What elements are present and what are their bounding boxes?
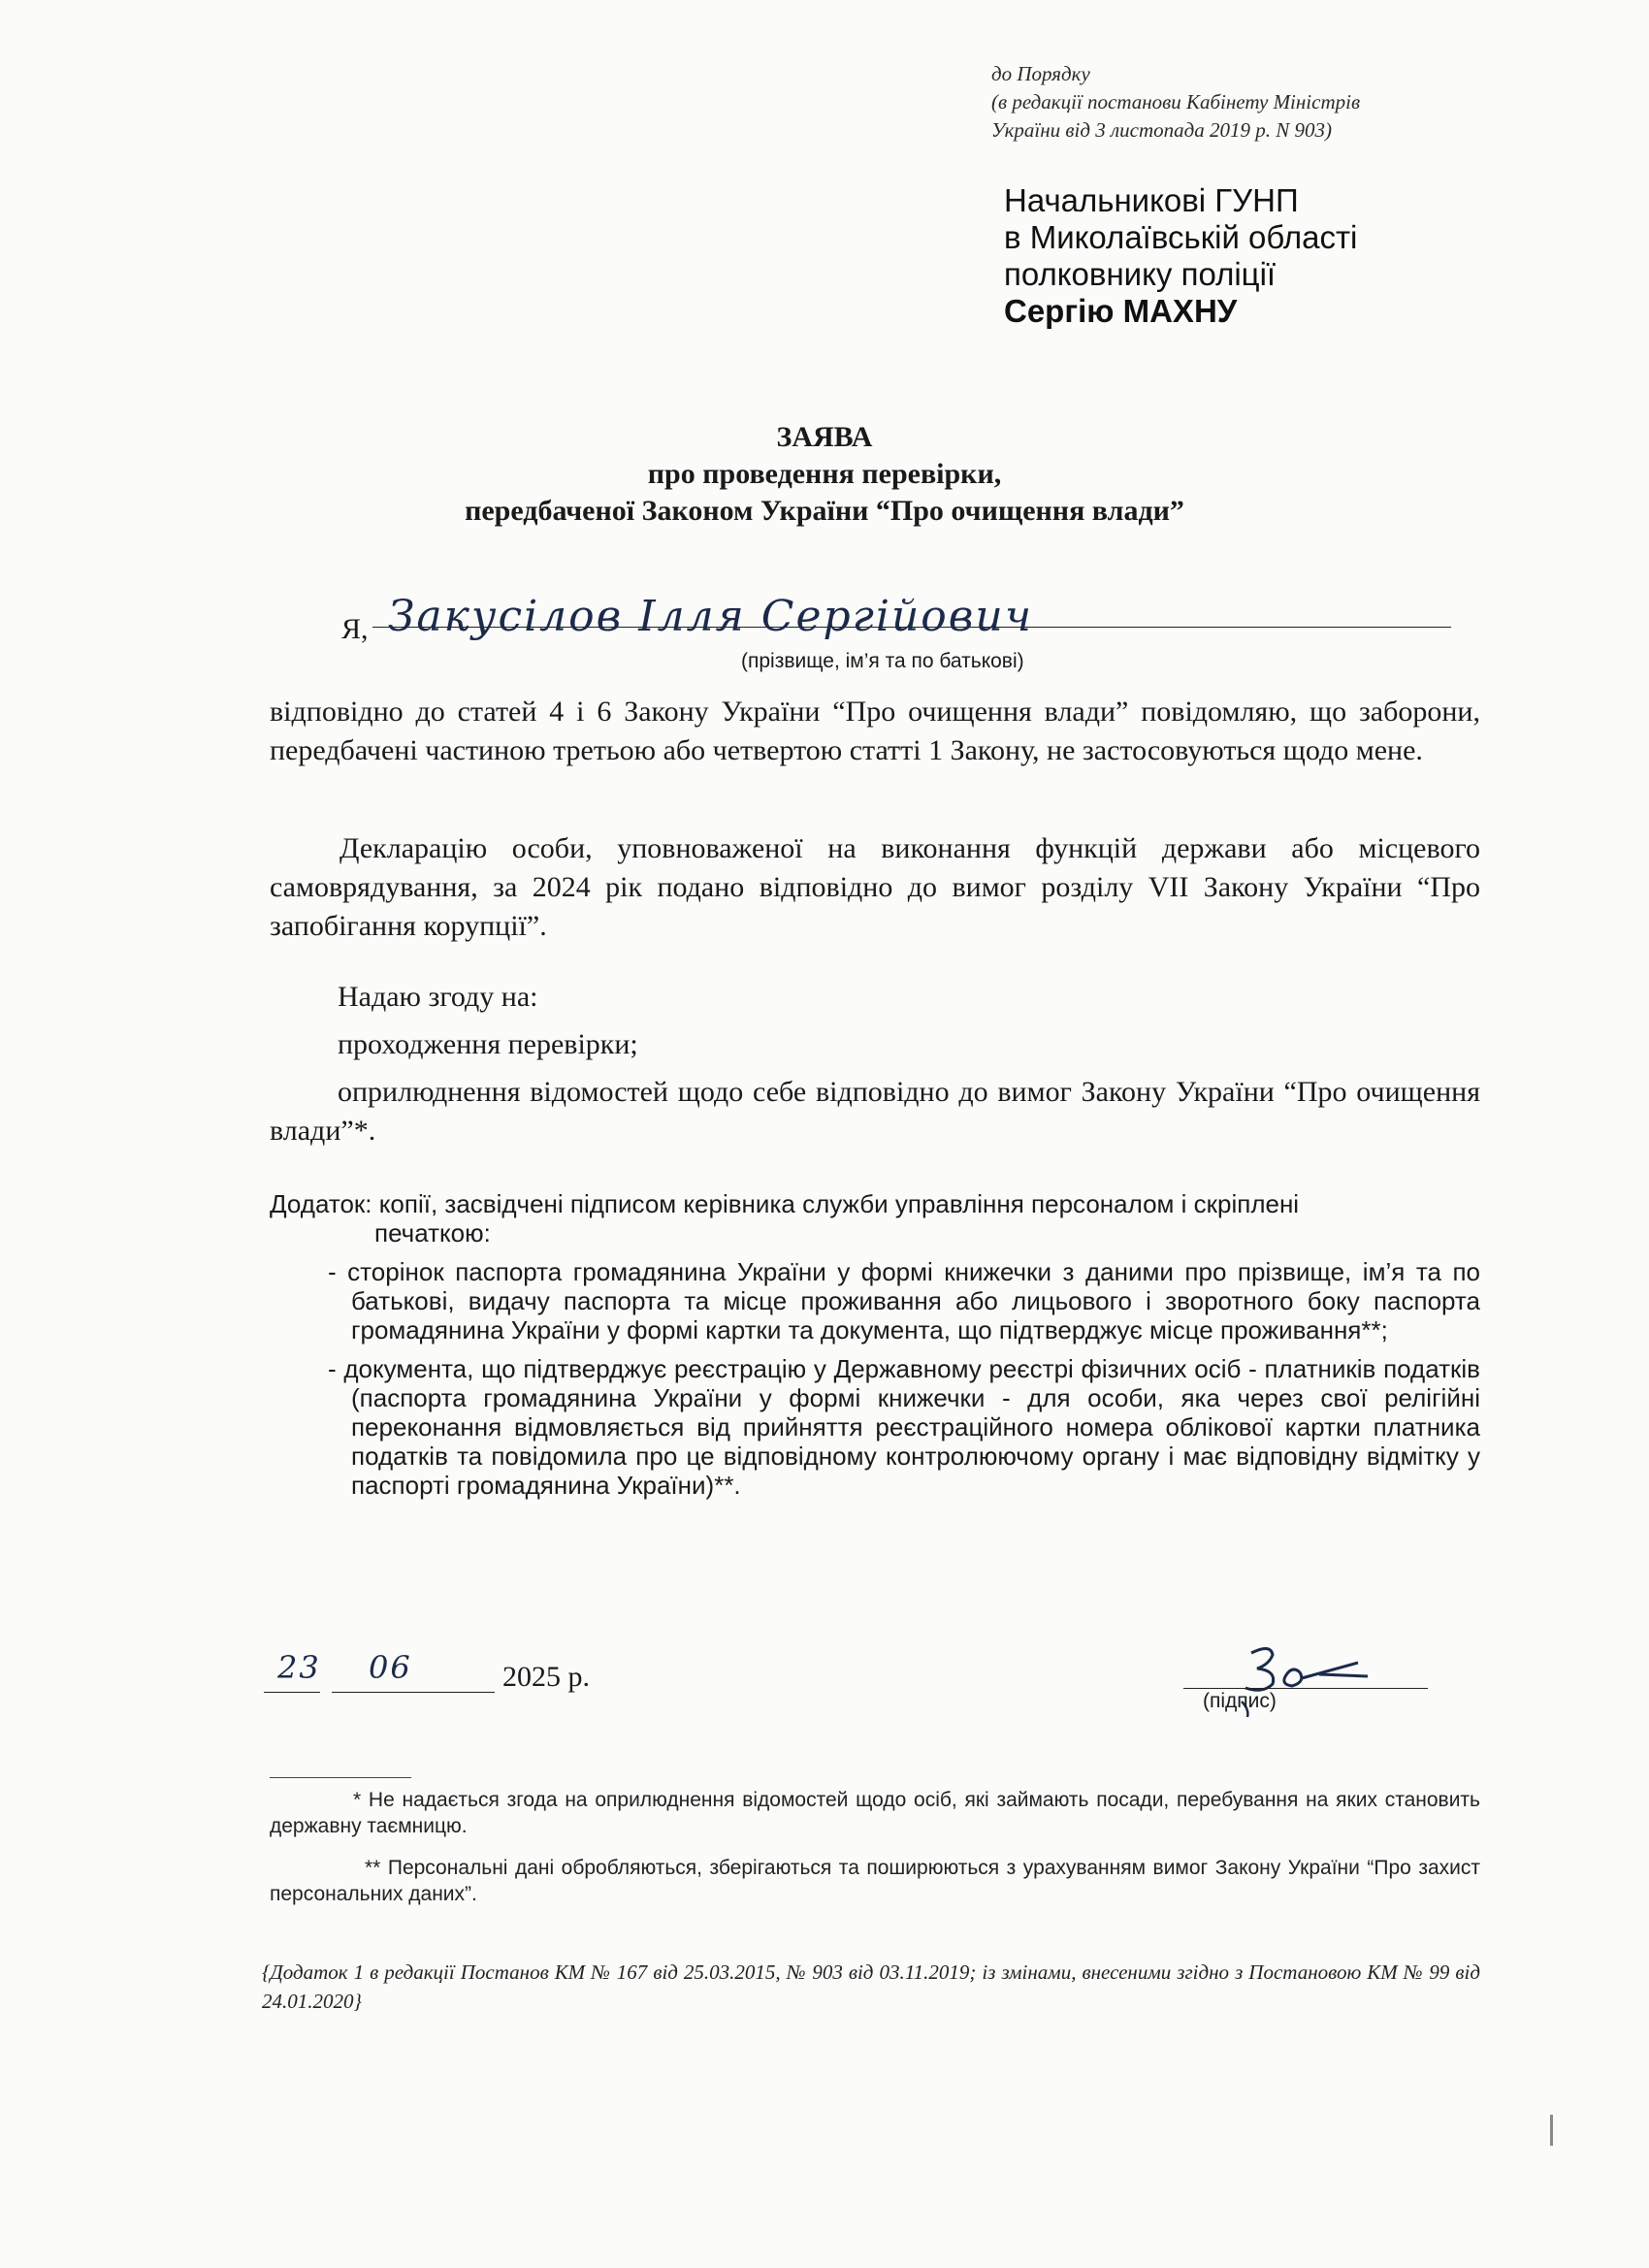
- addendum-item-1: - сторінок паспорта громадянина України у формі книжечки з даними про прізвище, ім’я та по батькові, видачу паспорта та місце проживання або лицьового і зворотного боку паспорта громадянина України у формі картки та документа, що підтверджує місце проживання**;: [328, 1257, 1480, 1345]
- addressee-line-3: полковнику поліції: [1004, 256, 1277, 292]
- handwritten-date-month: 06: [369, 1649, 412, 1686]
- handwritten-applicant-name: Закусілов Ілля Сергійович: [388, 592, 1034, 641]
- body-paragraph-5: оприлюднення відомостей щодо себе відповідно до вимог Закону України “Про очищення влади”*.: [270, 1076, 1480, 1147]
- body-paragraph-3: Надаю згоду на:: [338, 981, 538, 1013]
- title-line-1: ЗАЯВА: [776, 421, 873, 453]
- body-paragraph-4: проходження перевірки;: [338, 1028, 638, 1060]
- title-line-3: передбаченої Законом України “Про очищення влади”: [465, 495, 1184, 527]
- footnote-divider: [270, 1777, 411, 1778]
- signature-underline: [1183, 1688, 1428, 1689]
- title-line-2: про проведення перевірки,: [647, 458, 1002, 490]
- document-title: [0, 419, 1649, 530]
- date-year: 2025 р.: [502, 1661, 590, 1693]
- addressee-line-2: в Миколаївській області: [1004, 219, 1358, 255]
- name-caption: (прізвище, ім’я та по батькові): [741, 650, 1024, 672]
- scan-artifact-mark: [1550, 2115, 1553, 2146]
- addendum-intro: Додаток: копії, засвідчені підписом керівника служби управління персоналом і скріплені: [270, 1189, 1300, 1218]
- addendum-section: [270, 1189, 1480, 1500]
- applicant-prefix: Я,: [341, 613, 369, 645]
- order-reference-line-2: (в редакції постанови Кабінету Міністрів: [991, 90, 1361, 113]
- amendment-note: {Додаток 1 в редакції Постанов КМ № 167 від 25.03.2015, № 903 від 03.11.2019; із змінами, внесеними згідно з Постановою КМ № 99 від 24.01.2020}: [262, 1960, 1480, 2013]
- date-month-underline: [332, 1692, 495, 1693]
- order-reference-line-1: до Порядку: [991, 62, 1090, 85]
- addendum-intro-cont: печаткою:: [374, 1218, 491, 1247]
- footnote-2: ** Персональні дані обробляються, зберігаються та поширюються з урахуванням вимог Закону України “Про захист персональних даних”.: [270, 1857, 1480, 1905]
- order-reference-note: [991, 60, 1360, 145]
- handwritten-date-day: 23: [277, 1649, 321, 1686]
- date-day-underline: [264, 1692, 320, 1693]
- addressee-block: [1004, 182, 1357, 330]
- addressee-name: Сергію МАХНУ: [1004, 293, 1238, 329]
- body-paragraph-1: відповідно до статей 4 і 6 Закону України “Про очищення влади” повідомляю, що заборони, передбачені частиною третьою або четвертою статті 1 Закону, не застосовуються щодо мене.: [270, 696, 1480, 766]
- order-reference-line-3: України від 3 листопада 2019 р. N 903): [991, 118, 1333, 142]
- addressee-line-1: Начальникові ГУНП: [1004, 182, 1299, 218]
- footnote-1: * Не надається згода на оприлюднення відомостей щодо осіб, які займають посади, перебування на яких становить державну таємницю.: [270, 1789, 1480, 1837]
- body-paragraph-2: Декларацію особи, уповноваженої на виконання функцій держави або місцевого самоврядування, за 2024 рік подано відповідно до вимог розділу VII Закону України “Про запобігання корупції”.: [270, 832, 1480, 942]
- signature-label: (підпис): [1203, 1690, 1277, 1712]
- addendum-item-2: - документа, що підтверджує реєстрацію у Державному реєстрі фізичних осіб - платників податків (паспорта громадянина України у формі книжечки - для особи, яка через свої релігійні переконання відмовляється від прийняття реєстраційного номера облікової картки платника податків та повідомила про це відповідному контролюючому органу і має відповідну відмітку у паспорті громадянина України)**.: [328, 1354, 1480, 1500]
